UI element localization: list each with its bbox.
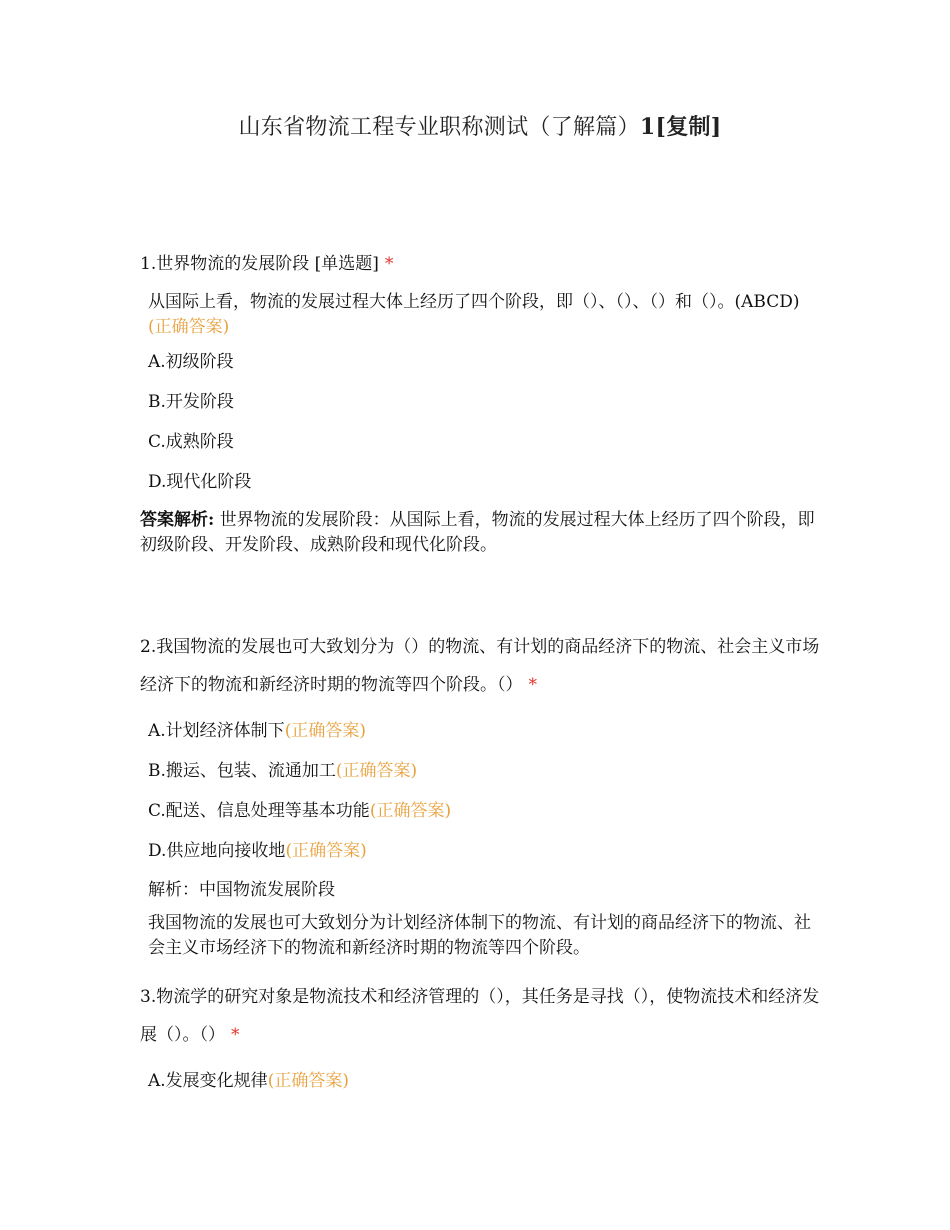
- option-item[interactable]: A.发展变化规律(正确答案): [148, 1071, 349, 1091]
- question-stem: 2.我国物流的发展也可大致划分为（）的物流、有计划的商品经济下的物流、社会主义市场经济下的物流和新经济时期的物流等四个阶段。（） *: [140, 637, 820, 695]
- correct-answer-tag: (正确答案): [148, 317, 230, 337]
- correct-answer-tag: (正确答案): [285, 841, 367, 861]
- question-stem: 3.物流学的研究对象是物流技术和经济管理的（），其任务是寻找（），使物流技术和经济发展（）。（） *: [140, 987, 820, 1045]
- question-3-options: [148, 1061, 820, 1101]
- correct-answer-tag: (正确答案): [284, 721, 366, 741]
- analysis-label: 答案解析:: [140, 510, 215, 530]
- question-2: [140, 628, 820, 704]
- question-2-analysis-title: 解析：中国物流发展阶段: [148, 880, 335, 900]
- question-stem: 1.世界物流的发展阶段 [单选题] *: [140, 254, 394, 274]
- required-mark: *: [231, 1025, 240, 1045]
- option-item[interactable]: A.初级阶段: [148, 352, 234, 372]
- question-1-analysis: 答案解析: 世界物流的发展阶段：从国际上看，物流的发展过程大体上经历了四个阶段，即初级阶段、开发阶段、成熟阶段和现代化阶段。: [140, 510, 815, 555]
- option-item[interactable]: D.供应地向接收地(正确答案): [148, 841, 367, 861]
- correct-answer-tag: (正确答案): [267, 1071, 349, 1091]
- required-mark: *: [384, 254, 394, 274]
- option-item[interactable]: B.搬运、包装、流通加工(正确答案): [148, 761, 418, 781]
- option-item[interactable]: C.成熟阶段: [148, 432, 234, 452]
- question-2-analysis-text: 我国物流的发展也可大致划分为计划经济体制下的物流、有计划的商品经济下的物流、社会主义市场经济下的物流和新经济时期的物流等四个阶段。: [148, 913, 811, 958]
- option-item[interactable]: A.计划经济体制下(正确答案): [148, 721, 366, 741]
- question-1-description: 从国际上看，物流的发展过程大体上经历了四个阶段，即（）、（）、（）和（）。(ABCD)(正确答案): [148, 292, 800, 337]
- correct-answer-tag: (正确答案): [369, 801, 452, 821]
- option-item[interactable]: B.开发阶段: [148, 392, 234, 412]
- option-item[interactable]: C.配送、信息处理等基本功能(正确答案): [148, 801, 452, 821]
- title-main: 山东省物流工程专业职称测试（了解篇）: [238, 115, 640, 140]
- question-1: [140, 245, 820, 283]
- page-title: [0, 110, 950, 141]
- question-2-options: [148, 711, 820, 871]
- required-mark: *: [528, 675, 537, 695]
- question-1-options: [148, 342, 820, 502]
- question-3: [140, 978, 820, 1054]
- correct-answer-tag: (正确答案): [335, 761, 418, 781]
- title-suffix: 1[复制]: [639, 114, 722, 140]
- option-item[interactable]: D.现代化阶段: [148, 472, 252, 492]
